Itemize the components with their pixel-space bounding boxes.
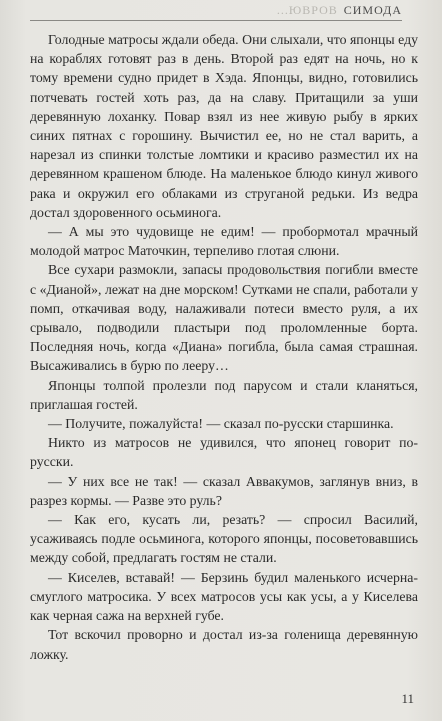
paragraph: Тот вскочил проворно и достал из-за голенища деревянную ложку. <box>30 627 418 662</box>
running-title: СИМОДА <box>343 3 402 17</box>
bleed-through-text: ...ЮВРОВ <box>276 3 338 17</box>
paragraph: Все сухари размокли, запасы продовольствия погибли вместе с «Дианой», лежат на дне морском! Сутками не спали, работали у помп, откачивая воду, налаживали потеси вместо руля, а их срывало, подводили пластыри под проломленные борта. Последняя ночь, когда «Диана» погибла, была самая страшная. Высаживались в бурю по лееру… <box>30 262 418 374</box>
paragraph: Никто из матросов не удивился, что японец говорит по-русски. <box>30 435 418 470</box>
paragraph: Японцы толпой пролезли под парусом и стали кланяться, приглашая гостей. <box>30 377 418 412</box>
paragraph: — Получите, пожалуйста! — сказал по-русски старшинка. <box>48 416 394 432</box>
paragraph: Голодные матросы ждали обеда. Они слыхали, что японцы еду на кораблях готовят раз в день. Второй раз едят на ночь, но к тому времени судно придет в Хэда. Японцы, видно, готовились потчевать гостей хоть раз, да на славу. Притащили за уши деревянную лоханку. Повар взял из нее живую рыбу в ярких синих пятнах с горошину. Вычистил ее, но не стал варить, а нарезал из спинки толстые ломтики и красиво разместил их на деревянном крашеном блюде. На маленькое блюдо кинул живого рака и окружил его облаками из струганой редьки. Из ведра достал здоровенного осьминога. <box>30 32 418 220</box>
paragraph: — Как его, кусать ли, резать? — спросил Василий, усаживаясь подле осьминога, которого японцы, посоветовавшись между собой, предлагать гостям не стали. <box>30 512 418 566</box>
header-rule <box>30 20 402 21</box>
body-text <box>30 30 418 664</box>
paragraph: — А мы это чудовище не едим! — пробормотал мрачный молодой матрос Маточкин, терпеливо глотая слюни. <box>30 224 418 259</box>
running-header <box>277 3 402 18</box>
paragraph: — Киселев, вставай! — Берзинь будил маленького исчерна-смуглого матросика. У всех матросов усы как усы, а у Киселева как черная сажа на верхней губе. <box>30 569 418 624</box>
page-number: 11 <box>401 691 414 706</box>
paragraph: — У них все не так! — сказал Аввакумов, заглянув вниз, в разрез кормы. — Разве это руль? <box>30 473 418 508</box>
